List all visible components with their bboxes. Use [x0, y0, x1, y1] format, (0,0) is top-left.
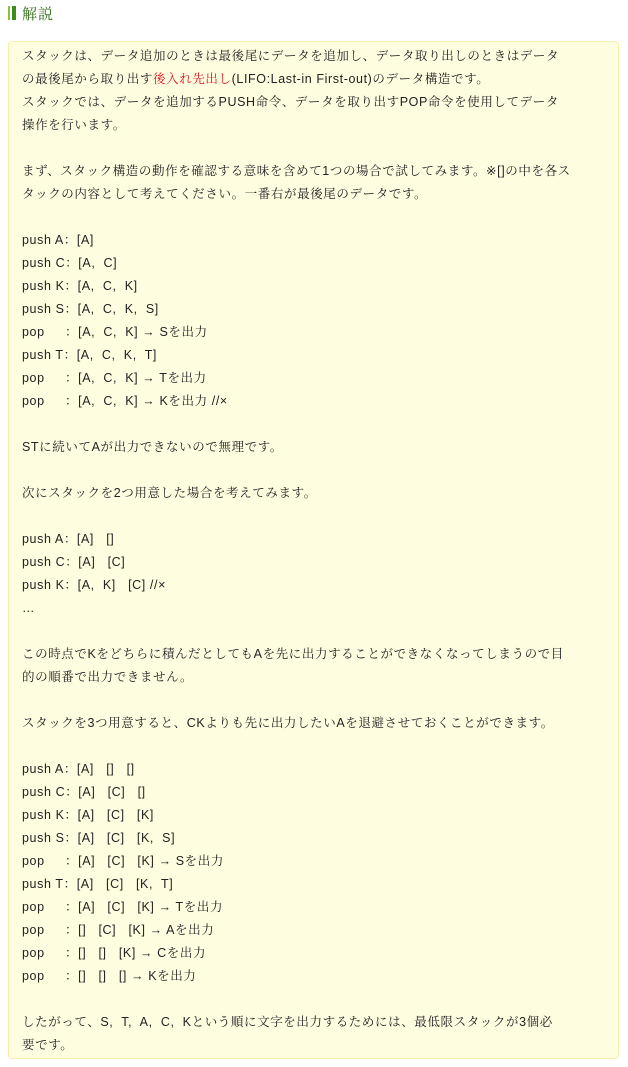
heading-accent-bar-thick: [12, 6, 16, 20]
single-stack-step: pop ：[A, C, K] → Tを出力: [22, 371, 207, 385]
three-stacks-step: push S：[A] [C] [K, S]: [22, 831, 176, 845]
spacer: [22, 206, 605, 229]
three-stacks-step: pop ：[A] [C] [K] → Tを出力: [22, 900, 224, 914]
three-stacks-step: pop ：[] [] [] → Kを出力: [22, 969, 197, 983]
intro-line-1: スタックは、データ追加のときは最後尾にデータを追加し、データ取り出しのときはデータ: [22, 49, 560, 63]
spacer: [22, 988, 605, 1011]
two-stacks-step: …: [22, 601, 36, 615]
three-stacks-step: pop ：[A] [C] [K] → Sを出力: [22, 854, 224, 868]
two-stacks-conclusion-line-1: この時点でKをどちらに積んだとしてもAを先に出力することができなくなってしまうので目: [22, 647, 564, 661]
single-stack-intro-line-2: タックの内容として考えてください。一番右が最後尾のデータです。: [22, 187, 428, 201]
single-stack-step: pop ：[A, C, K] → Kを出力 //×: [22, 394, 228, 408]
lifo-highlight: 後入れ先出し: [153, 72, 232, 86]
heading-accent-bar-thin: [8, 6, 10, 20]
spacer: [22, 413, 605, 436]
single-stack-conclusion: STに続いてAが出力できないので無理です。: [22, 440, 283, 454]
final-conclusion-line-2: 要です。: [22, 1038, 74, 1052]
three-stacks-step: push T：[A] [C] [K, T]: [22, 877, 174, 891]
two-stacks-intro: 次にスタックを2つ用意した場合を考えてみます。: [22, 486, 317, 500]
final-conclusion-line-1: したがって、S, T, A, C, Kという順に文字を出力するためには、最低限スタックが3個必: [22, 1015, 553, 1029]
explanation-box: [8, 41, 619, 1059]
two-stacks-step: push C：[A] [C]: [22, 555, 126, 569]
two-stacks-step: push A：[A] []: [22, 532, 115, 546]
section-heading: [8, 3, 54, 23]
single-stack-step: push S：[A, C, K, S]: [22, 302, 159, 316]
two-stacks-conclusion-line-2: 的の順番で出力できません。: [22, 670, 194, 684]
three-stacks-step: push A：[A] [] []: [22, 762, 135, 776]
spacer: [22, 137, 605, 160]
single-stack-step: push K：[A, C, K]: [22, 279, 138, 293]
spacer: [22, 689, 605, 712]
spacer: [22, 505, 605, 528]
intro-line-2-post: (LIFO:Last-in First-out)のデータ構造です。: [231, 72, 490, 86]
single-stack-step: pop ：[A, C, K] → Sを出力: [22, 325, 208, 339]
three-stacks-step: pop ：[] [] [K] → Cを出力: [22, 946, 207, 960]
three-stacks-step: push C：[A] [C] []: [22, 785, 146, 799]
spacer: [22, 735, 605, 758]
intro-line-2: [22, 68, 605, 91]
single-stack-intro-line-1: まず、スタック構造の動作を確認する意味を含めて1つの場合で試してみます。※[]の中を各ス: [22, 164, 571, 178]
intro-line-2-pre: の最後尾から取り出す: [22, 72, 154, 86]
intro-line-3: スタックでは、データを追加するPUSH命令、データを取り出すPOP命令を使用してデータ: [22, 95, 559, 109]
intro-line-4: 操作を行います。: [22, 118, 126, 132]
single-stack-step: push C：[A, C]: [22, 256, 118, 270]
three-stacks-step: push K：[A] [C] [K]: [22, 808, 154, 822]
single-stack-step: push A：[A]: [22, 233, 95, 247]
heading-title: 解説: [22, 5, 55, 23]
three-stacks-step: pop ：[] [C] [K] → Aを出力: [22, 923, 215, 937]
single-stack-step: push T：[A, C, K, T]: [22, 348, 158, 362]
three-stacks-intro: スタックを3つ用意すると、CKよりも先に出力したいAを退避させておくことができます。: [22, 716, 554, 730]
spacer: [22, 620, 605, 643]
spacer: [22, 459, 605, 482]
two-stacks-step: push K：[A, K] [C] //×: [22, 578, 166, 592]
